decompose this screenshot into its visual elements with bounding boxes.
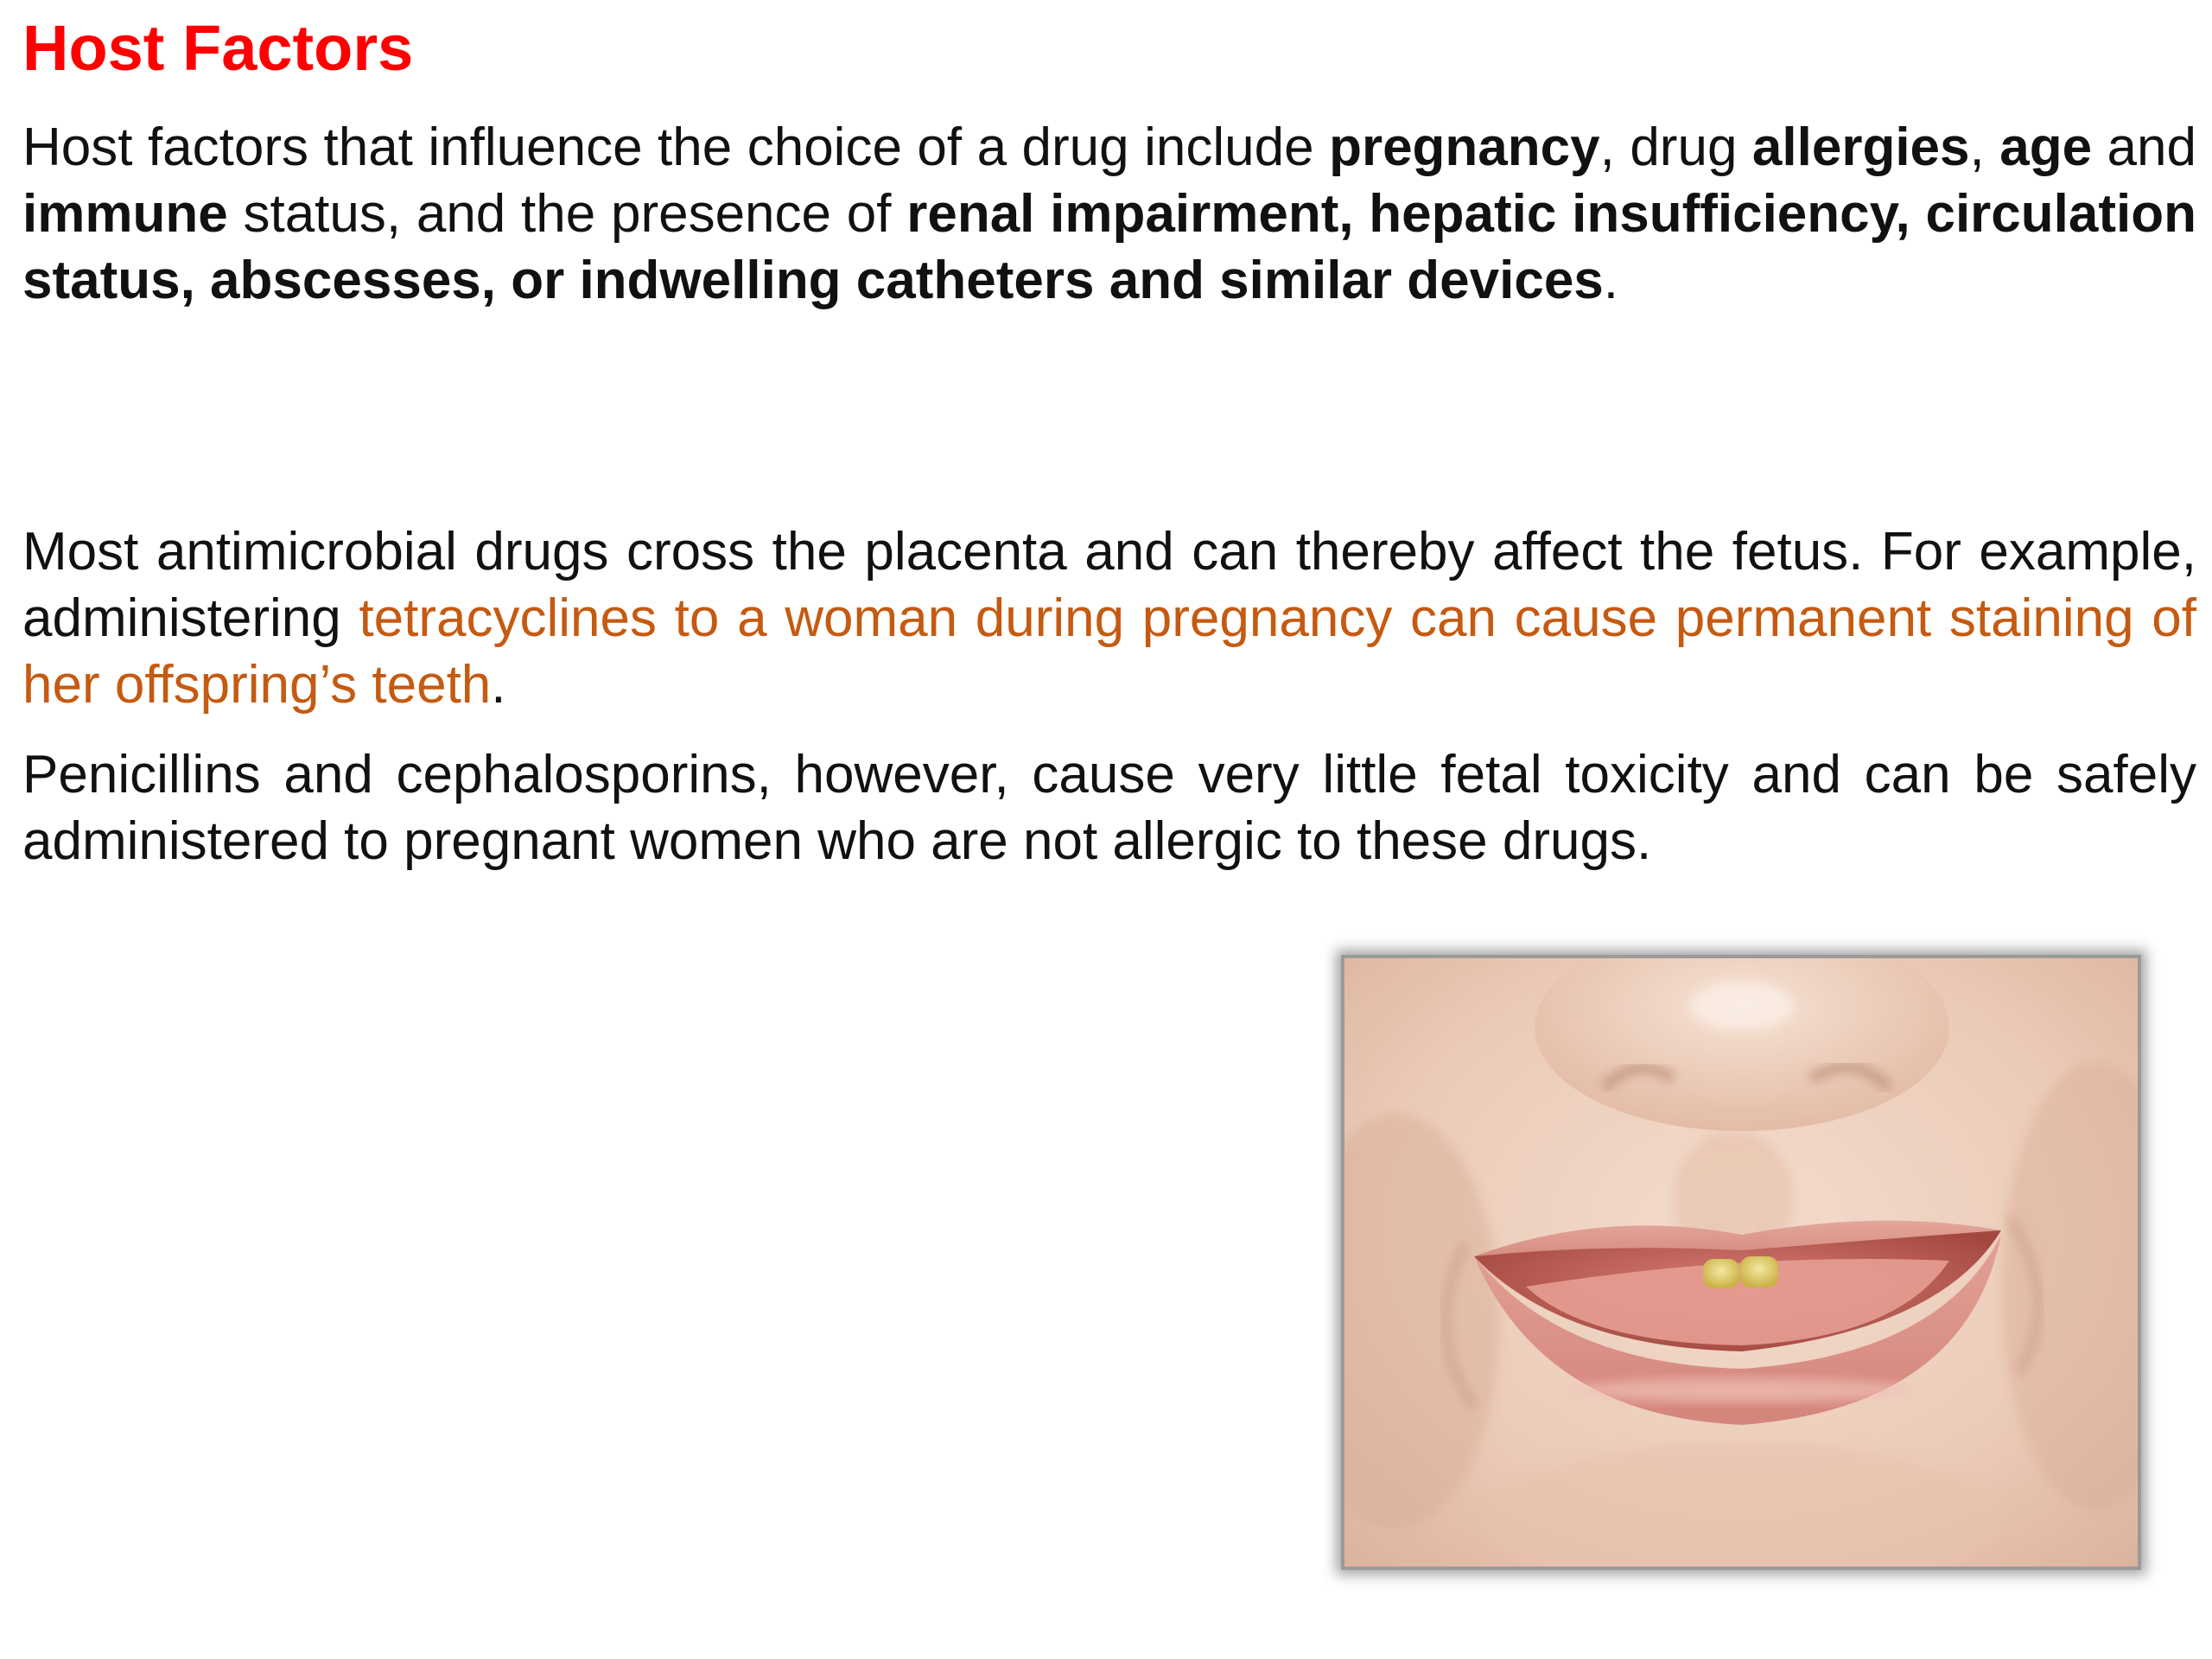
p1-text-6: . xyxy=(1603,251,1619,310)
p1-bold-age: age xyxy=(1999,118,2093,177)
p1-bold-allergies: allergies xyxy=(1751,118,1970,177)
p1-bold-pregnancy: pregnancy xyxy=(1329,118,1600,177)
p1-bold-immune: immune xyxy=(22,184,228,244)
p1-text-2: , drug xyxy=(1599,118,1752,177)
p1-text-4: and xyxy=(2092,118,2197,177)
p1-text-5: status, and the presence of xyxy=(227,184,907,244)
paragraph-host-factors xyxy=(22,114,2196,314)
p1-bold-conditions: renal impairment, hepatic insufficiency, circulation status, abscesses, or indwelling catheters and similar devices xyxy=(22,184,2196,310)
p2-highlight-tetracyclines: tetracyclines to a woman during pregnancy can cause permanent staining of her offspring’s teeth xyxy=(22,588,2196,715)
paragraph-placenta xyxy=(22,518,2196,718)
baby-mouth-illustration xyxy=(1344,958,2138,1567)
paragraph-penicillins: Penicillins and cephalosporins, however, cause very little fetal toxicity and can be safely administered to pregnant women who are not allergic to these drugs. xyxy=(22,745,2196,871)
p1-text-1: Host factors that influence the choice of a drug include xyxy=(22,118,1330,177)
p2-text-2: . xyxy=(491,655,506,715)
p2-text-1: Most antimicrobial drugs cross the placenta and can thereby affect the fetus. For example, administering xyxy=(22,522,2196,648)
p1-text-3: , xyxy=(1969,118,2000,177)
slide-title: Host Factors xyxy=(22,12,414,84)
baby-teeth-photo xyxy=(1341,955,2141,1570)
